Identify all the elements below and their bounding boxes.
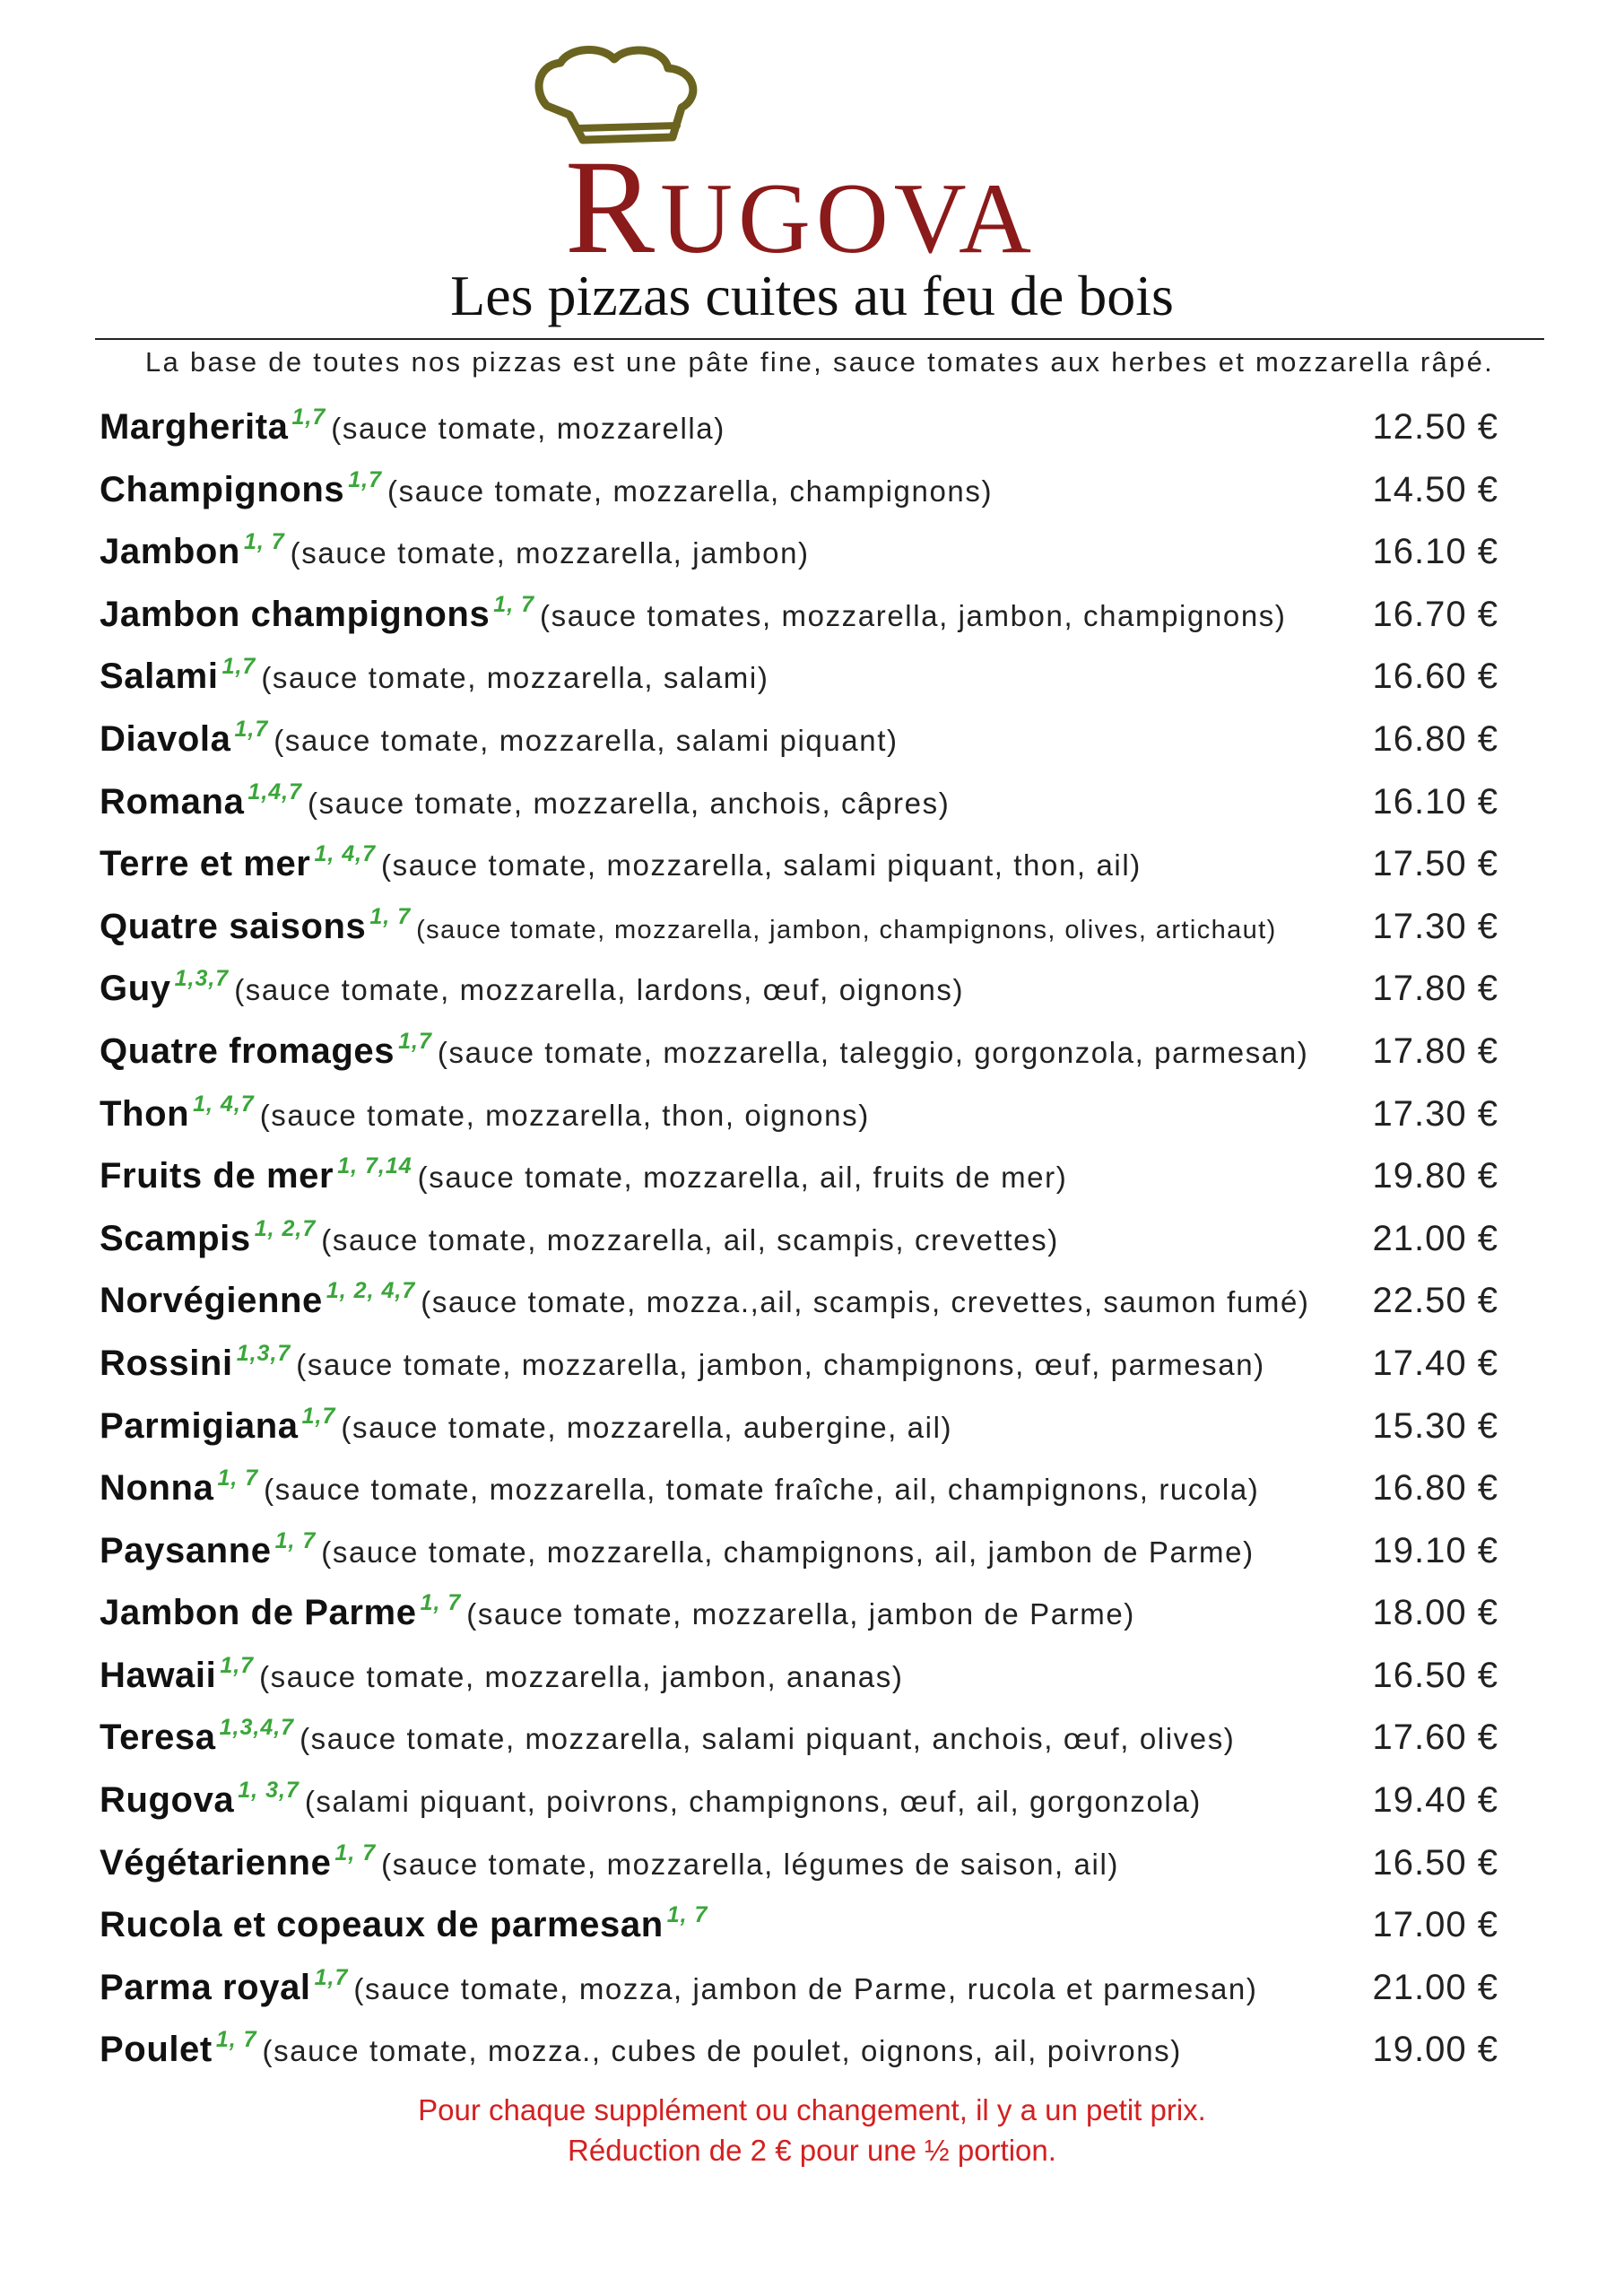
menu-item-name: Rucola et copeaux de parmesan [100, 1905, 664, 1945]
menu-item-price: 16.10 € [1372, 781, 1498, 822]
menu-item-description: (sauce tomate, mozza, jambon de Parme, rucola et parmesan) [353, 1971, 1258, 2005]
menu-item-name: Végétarienne [100, 1842, 332, 1883]
menu-item-description: (sauce tomates, mozzarella, jambon, champignons) [540, 598, 1287, 632]
menu-item-name: Guy [100, 969, 171, 1009]
menu-item [100, 583, 1498, 646]
menu-item [100, 1956, 1498, 2019]
menu-item [100, 957, 1498, 1020]
menu-item-name: Jambon [100, 532, 240, 572]
menu-item-allergens: 1,4,7 [248, 778, 303, 804]
menu-item-name: Nonna [100, 1468, 214, 1509]
menu-item-price: 17.80 € [1372, 969, 1498, 1009]
menu-item-name: Salami [100, 657, 219, 697]
menu-item [100, 1020, 1498, 1083]
menu-item-description: (sauce tomate, mozzarella, lardons, œuf, oignons) [234, 973, 965, 1007]
menu-item-price: 16.80 € [1372, 1468, 1498, 1509]
menu-item-name: Romana [100, 781, 245, 822]
menu-item-description: (sauce tomate, mozzarella, tomate fraîche, ail, champignons, rucola) [264, 1473, 1260, 1507]
menu-item-allergens: 1,7 [291, 404, 326, 430]
menu-item-description: (sauce tomate, mozzarella, jambon, champignons, olives, artichaut) [416, 915, 1277, 944]
menu-item-description: (sauce tomate, mozzarella, champignons, ail, jambon de Parme) [321, 1535, 1255, 1569]
menu-item-price: 19.10 € [1372, 1530, 1498, 1570]
menu-item-name: Jambon de Parme [100, 1593, 417, 1633]
menu-item [100, 1831, 1498, 1894]
pizza-menu [100, 396, 1498, 2081]
menu-item-name: Champignons [100, 469, 345, 509]
menu-item-price: 16.50 € [1372, 1655, 1498, 1695]
menu-item-price: 17.30 € [1372, 906, 1498, 946]
menu-item-name: Margherita [100, 407, 289, 447]
menu-item-name: Parma royal [100, 1967, 311, 2007]
menu-item-price: 14.50 € [1372, 469, 1498, 509]
menu-item-description: (sauce tomate, mozzarella, jambon) [290, 536, 810, 570]
menu-item-description: (sauce tomate, mozzarella, anchois, câpres) [308, 786, 951, 820]
menu-item [100, 1207, 1498, 1270]
menu-item [100, 895, 1498, 958]
menu-item-description: (sauce tomate, mozzarella, jambon, ananas) [259, 1659, 904, 1693]
menu-item [100, 1706, 1498, 1769]
menu-item-price: 17.50 € [1372, 844, 1498, 884]
menu-item [100, 1395, 1498, 1457]
menu-item-allergens: 1,7 [398, 1028, 432, 1054]
menu-item-name: Poulet [100, 2030, 213, 2070]
menu-item-price: 16.60 € [1372, 657, 1498, 697]
menu-item-price: 16.70 € [1372, 594, 1498, 634]
menu-item-allergens: 1, 7 [334, 1839, 377, 1866]
menu-item-allergens: 1,7 [348, 466, 383, 492]
menu-item-allergens: 1,3,7 [236, 1340, 291, 1366]
menu-item-allergens: 1,7 [314, 1964, 349, 1990]
menu-item [100, 1457, 1498, 1519]
menu-item-allergens: 1,3,4,7 [219, 1715, 295, 1741]
menu-item-name: Paysanne [100, 1530, 272, 1570]
menu-item-allergens: 1,7 [220, 1652, 255, 1678]
menu-item-name: Rossini [100, 1343, 233, 1383]
menu-item [100, 396, 1498, 458]
menu-item-name: Diavola [100, 718, 231, 759]
menu-item-allergens: 1, 7 [217, 1465, 259, 1492]
menu-item-name: Norvégienne [100, 1281, 323, 1321]
menu-item [100, 832, 1498, 895]
menu-item-description: (sauce tomate, mozzarella, ail, scampis, crevettes) [321, 1222, 1059, 1257]
menu-item-name: Terre et mer [100, 844, 311, 884]
menu-item-price: 18.00 € [1372, 1593, 1498, 1633]
menu-item-price: 17.30 € [1372, 1093, 1498, 1134]
menu-item-allergens: 1, 7 [493, 591, 534, 617]
menu-item [100, 645, 1498, 708]
menu-item [100, 1332, 1498, 1395]
menu-item-allergens: 1, 3,7 [238, 1778, 300, 1804]
menu-item [100, 458, 1498, 521]
menu-item-description: (salami piquant, poivrons, champignons, œuf, ail, gorgonzola) [304, 1785, 1202, 1819]
divider [95, 338, 1544, 340]
menu-item-description: (sauce tomate, mozzarella, salami) [261, 661, 769, 695]
menu-item-price: 12.50 € [1372, 407, 1498, 447]
footer-note [0, 2090, 1624, 2170]
page-title: Les pizzas cuites au feu de bois [450, 264, 1174, 327]
menu-item-price: 21.00 € [1372, 1218, 1498, 1258]
menu-item [100, 1769, 1498, 1831]
menu-item-allergens: 1,3,7 [174, 966, 230, 992]
menu-item [100, 1083, 1498, 1145]
menu-item-name: Parmigiana [100, 1405, 299, 1446]
menu-item-name: Hawaii [100, 1655, 217, 1695]
menu-item [100, 1893, 1498, 1956]
menu-item-allergens: 1, 2, 4,7 [326, 1278, 416, 1304]
menu-item-allergens: 1, 7 [420, 1590, 462, 1616]
menu-item-description: (sauce tomate, mozzarella, aubergine, ail) [341, 1410, 953, 1444]
menu-item-allergens: 1, 7 [243, 529, 285, 555]
menu-item [100, 520, 1498, 583]
brand-name: RUGOVA [565, 133, 1038, 282]
menu-item-name: Thon [100, 1093, 190, 1134]
menu-item-price: 16.10 € [1372, 532, 1498, 572]
menu-item [100, 1644, 1498, 1707]
menu-item-allergens: 1, 7 [369, 903, 412, 929]
menu-item-name: Quatre fromages [100, 1031, 395, 1071]
menu-item-description: (sauce tomate, mozzarella) [331, 412, 725, 445]
menu-item-name: Jambon champignons [100, 594, 491, 634]
menu-item [100, 1519, 1498, 1582]
menu-item-description: (sauce tomate, mozzarella, taleggio, gorgonzola, parmesan) [437, 1035, 1309, 1069]
menu-item-price: 21.00 € [1372, 1967, 1498, 2007]
menu-item-allergens: 1, 4,7 [314, 841, 377, 867]
intro-text: La base de toutes nos pizzas est une pâte fine, sauce tomates aux herbes et mozzarella râpé. [144, 346, 1495, 378]
menu-item-price: 15.30 € [1372, 1405, 1498, 1446]
menu-item-price: 17.00 € [1372, 1905, 1498, 1945]
menu-item-price: 17.40 € [1372, 1343, 1498, 1383]
menu-item-name: Quatre saisons [100, 906, 367, 946]
menu-item [100, 2018, 1498, 2081]
menu-item-allergens: 1,7 [301, 1403, 336, 1429]
menu-item-description: (sauce tomate, mozzarella, ail, fruits de mer) [417, 1161, 1068, 1195]
menu-item-allergens: 1, 7 [666, 1902, 708, 1928]
menu-item-allergens: 1, 4,7 [193, 1091, 255, 1117]
menu-item-description: (sauce tomate, mozza., cubes de poulet, oignons, ail, poivrons) [262, 2034, 1182, 2068]
menu-item-description: (sauce tomate, mozzarella, jambon de Parme) [466, 1597, 1135, 1631]
menu-item-description: (sauce tomate, mozza.,ail, scampis, crevettes, saumon fumé) [421, 1285, 1310, 1319]
menu-item-allergens: 1, 7 [215, 2027, 257, 2053]
menu-item-price: 17.80 € [1372, 1031, 1498, 1071]
footer-line-half-portion: Réduction de 2 € pour une ½ portion. [568, 2134, 1056, 2167]
menu-item-name: Rugova [100, 1780, 235, 1821]
menu-item [100, 1581, 1498, 1644]
menu-item-description: (sauce tomate, mozzarella, jambon, champignons, œuf, parmesan) [296, 1347, 1265, 1381]
menu-item-description: (sauce tomate, mozzarella, salami piquant, thon, ail) [381, 848, 1142, 883]
menu-item-price: 22.50 € [1372, 1281, 1498, 1321]
footer-line-supplement: Pour chaque supplément ou changement, il y a un petit prix. [418, 2093, 1206, 2126]
menu-item-description: (sauce tomate, mozzarella, salami piquant, anchois, œuf, olives) [300, 1722, 1236, 1756]
menu-item [100, 708, 1498, 770]
menu-item [100, 770, 1498, 833]
menu-item [100, 1269, 1498, 1332]
menu-item-price: 19.80 € [1372, 1156, 1498, 1196]
menu-item [100, 1144, 1498, 1207]
menu-item-price: 16.50 € [1372, 1842, 1498, 1883]
menu-item-price: 16.80 € [1372, 718, 1498, 759]
menu-item-name: Scampis [100, 1218, 251, 1258]
menu-item-description: (sauce tomate, mozzarella, salami piquant) [274, 723, 899, 757]
menu-item-allergens: 1,7 [234, 716, 269, 742]
menu-item-description: (sauce tomate, mozzarella, champignons) [387, 474, 994, 508]
menu-item-price: 17.60 € [1372, 1718, 1498, 1758]
menu-item-price: 19.40 € [1372, 1780, 1498, 1821]
menu-item-price: 19.00 € [1372, 2030, 1498, 2070]
menu-item-allergens: 1, 7,14 [337, 1153, 413, 1179]
menu-item-allergens: 1,7 [221, 654, 256, 680]
rugova-logo [529, 43, 1112, 282]
menu-item-allergens: 1, 7 [274, 1527, 317, 1553]
menu-item-description: (sauce tomate, mozzarella, thon, oignons) [259, 1098, 870, 1132]
menu-item-name: Fruits de mer [100, 1156, 334, 1196]
menu-item-name: Teresa [100, 1718, 216, 1758]
menu-item-description: (sauce tomate, mozzarella, légumes de saison, ail) [381, 1847, 1119, 1881]
menu-item-allergens: 1, 2,7 [254, 1215, 317, 1241]
